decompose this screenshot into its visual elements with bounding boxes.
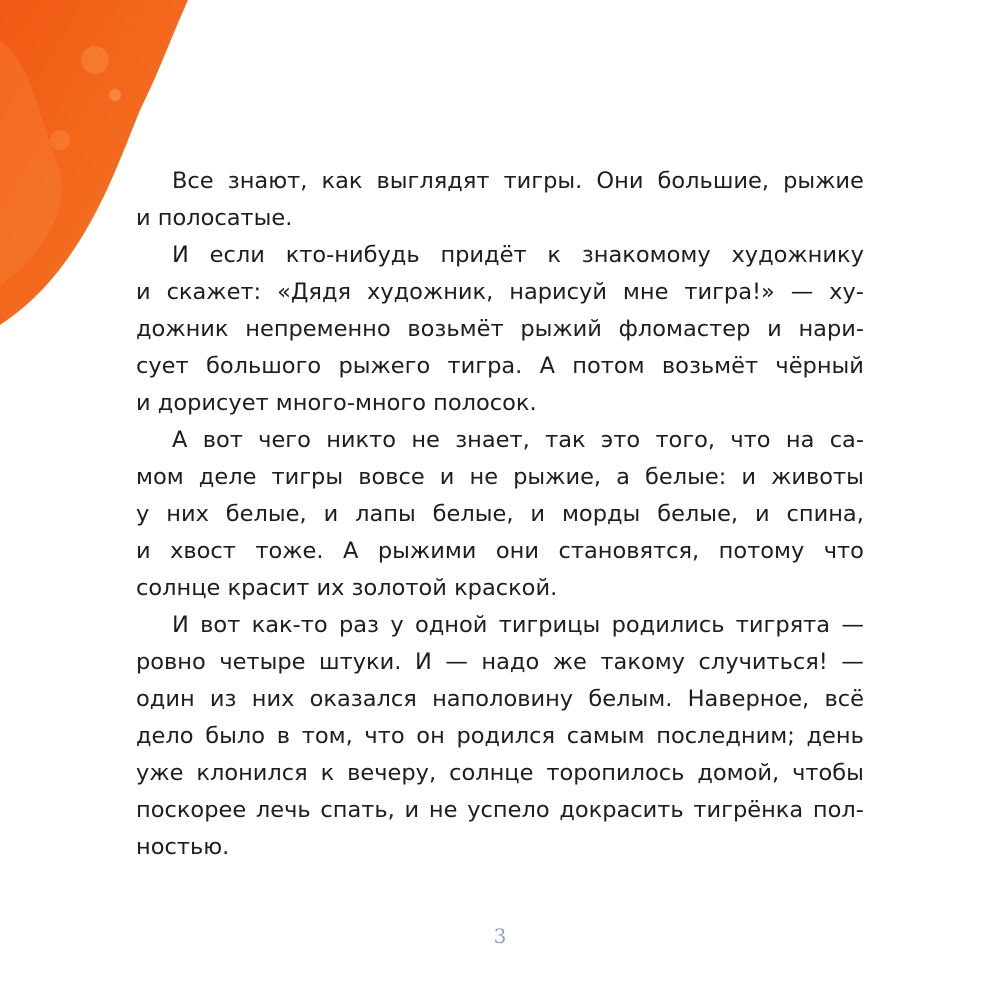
text-line: Все знают, как выглядят тигры. Они большие, рыжие: [172, 168, 864, 194]
text-line: А вот чего никто не знает, так это того, что на са-: [172, 427, 864, 453]
text-line: ностью.: [136, 834, 230, 860]
paragraph: [136, 422, 864, 607]
text-line: И вот как-то раз у одной тигрицы родились тигрята —: [172, 612, 864, 638]
paragraph: [136, 237, 864, 422]
text-line: уже клонился к вечеру, солнце торопилось домой, чтобы: [136, 760, 864, 786]
text-line: дело было в том, что он родился самым последним; день: [136, 723, 864, 749]
text-line: дожник непременно возьмёт рыжий фломастер и нари-: [136, 316, 864, 342]
text-line: ровно четыре штуки. И — надо же такому случиться! —: [136, 649, 864, 675]
text-line: И если кто-нибудь придёт к знакомому художнику: [172, 242, 864, 268]
text-line: солнце красит их золотой краской.: [136, 575, 558, 601]
paragraph: [136, 607, 864, 866]
paragraph: [136, 163, 864, 237]
text-line: и полосатые.: [136, 205, 293, 231]
text-line: и скажет: «Дядя художник, нарисуй мне тигра!» — ху-: [136, 279, 864, 305]
page-number: 3: [493, 924, 507, 948]
text-line: сует большого рыжего тигра. А потом возьмёт чёрный: [136, 353, 864, 379]
text-line: и хвост тоже. А рыжими они становятся, потому что: [136, 538, 864, 564]
text-line: у них белые, и лапы белые, и морды белые, и спина,: [136, 501, 864, 527]
text-line: мом деле тигры вовсе и не рыжие, а белые: и животы: [136, 464, 864, 490]
text-line: и дорисует много-много полосок.: [136, 390, 537, 416]
story-text: [136, 163, 864, 866]
text-line: поскорее лечь спать, и не успело докрасить тигрёнка пол-: [136, 797, 864, 823]
text-line: один из них оказался наполовину белым. Наверное, всё: [136, 686, 864, 712]
